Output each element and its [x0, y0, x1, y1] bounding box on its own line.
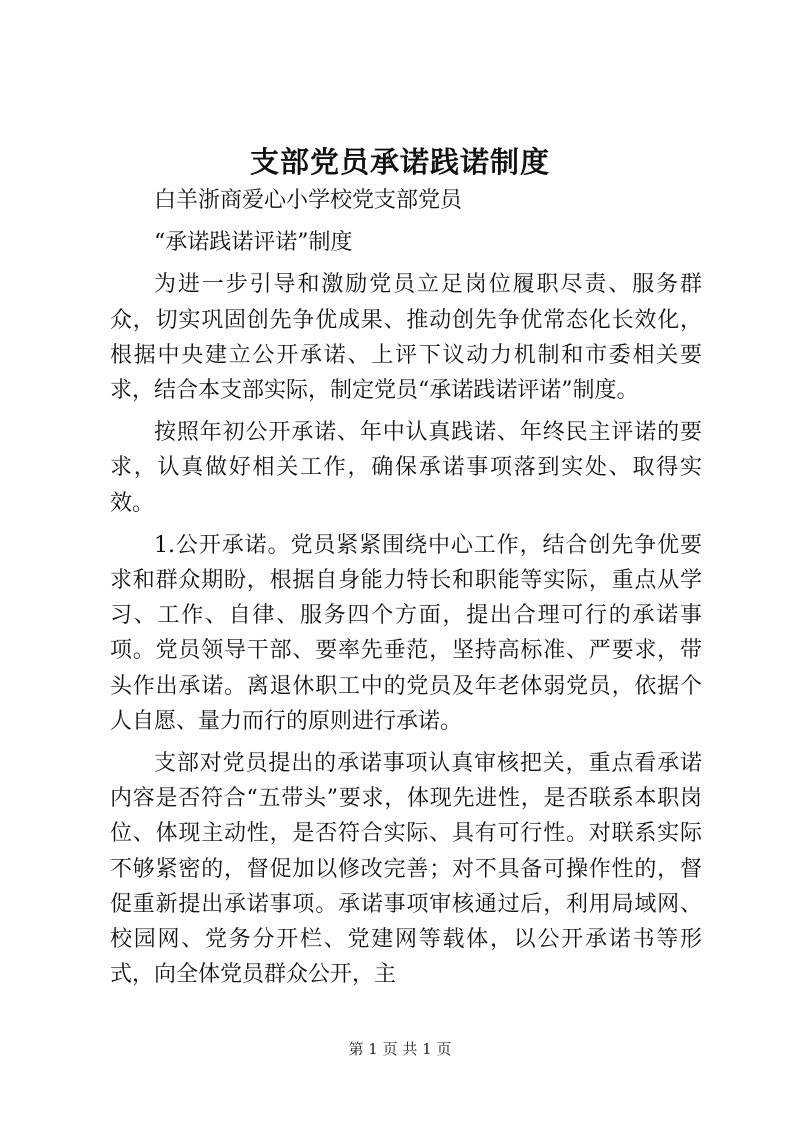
document-body [110, 183, 702, 992]
paragraph-requirements: 按照年初公开承诺、年中认真践诺、年终民主评诺的要求，认真做好相关工作，确保承诺事项落到实处、取得实效。 [110, 420, 702, 516]
paragraph-school-line: 白羊浙商爱心小学校党支部党员 [154, 188, 463, 213]
paragraph-public-commitment: 1.公开承诺。党员紧紧围绕中心工作，结合创先争优要求和群众期盼，根据自身能力特长和职能等实际，重点从学习、工作、自律、服务四个方面，提出合理可行的承诺事项。党员领导干部、要率先垂范，坚持高标准、严要求，带头作出承诺。离退休职工中的党员及年老体弱党员，依据个人自愿、量力而行的原则进行承诺。 [110, 532, 702, 734]
paragraph-review: 支部对党员提出的承诺事项认真审核把关，重点看承诺内容是否符合“五带头”要求，体现先进性，是否联系本职岗位、体现主动性，是否符合实际、具有可行性。对联系实际不够紧密的，督促加以修改完善；对不具备可操作性的，督促重新提出承诺事项。承诺事项审核通过后，利用局域网、校园网、党务分开栏、党建网等载体，以公开承诺书等形式，向全体党员群众公开，主 [110, 751, 702, 988]
document-title: 支部党员承诺践诺制度 [249, 145, 550, 179]
paragraph-purpose: 为进一步引导和激励党员立足岗位履职尽责、服务群众，切实巩固创先争优成果、推动创先争优常态化长效化，根据中央建立公开承诺、上评下议动力机制和市委相关要求，结合本支部实际，制定党员“承诺践诺评诺”制度。 [110, 272, 702, 404]
paragraph-system-name: “承诺践诺评诺”制度 [154, 230, 353, 256]
page-footer: 第 1 页 共 1 页 [348, 1040, 452, 1058]
